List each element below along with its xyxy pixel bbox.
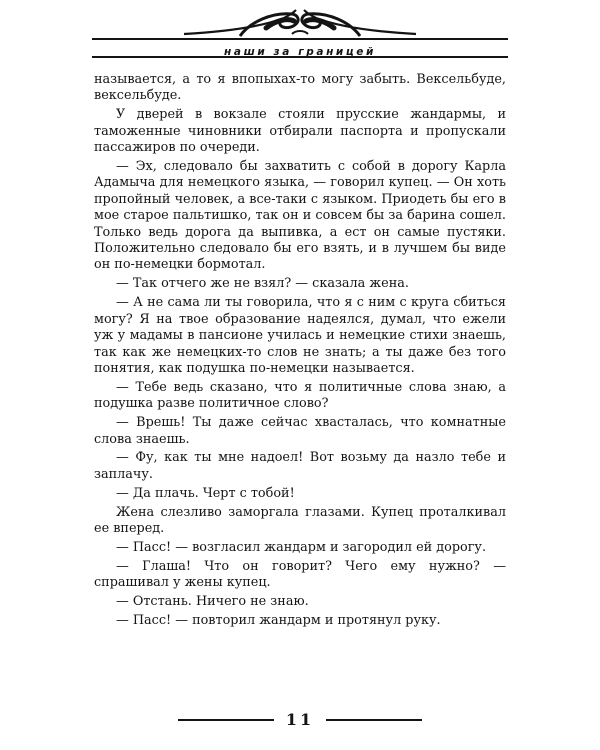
paragraph: — Отстань. Ничего не знаю. [116,594,309,610]
paragraph: — Пасс! — повторил жандарм и протянул руку. [116,613,441,629]
body-text [94,72,506,632]
paragraph: — Глаша! Что он говорит? Чего ему нужно? — спрашивал у жены купец. [94,558,506,591]
running-header [92,38,508,58]
paragraph: — Врешь! Ты даже сейчас хвасталась, что комнатные слова знаешь. [94,415,506,447]
paragraph: называется, а то я впопыхах-то могу забыть. Вексельбуде, вексельбуде. [94,72,506,104]
paragraph: — Тебе ведь сказано, что я политичные слова знаю, а подушка разве политичное слово? [94,379,506,412]
paragraph: — Да плачь. Черт с тобой! [116,485,295,501]
paragraph: — Пасс! — возгласил жандарм и загородил ей дорогу. [116,539,487,555]
scroll-ornament-icon [180,4,420,40]
paragraph: — Эх, следовало бы захватить с собой в дорогу Карла Адамыча для немецкого языка, — говорил купец. — Он хоть пропойный человек, а все-таки с языком. Приодеть бы его в мое старое пальтишко, так он и совсем бы за барина сошел. Только ведь дорога да выпивка, а ест он самые пустяки. Положительно следовало бы его взять, и в лучшем бы виде он по-немецки бормотал. [94,159,506,273]
paragraph: У дверей в вокзале стояли прусские жандармы, и таможенные чиновники отбирали паспорта и пропускали пассажиров по очереди. [94,107,506,156]
paragraph: Жена слезливо заморгала глазами. Купец проталкивал ее вперед. [94,504,506,537]
page-footer [170,712,430,730]
page-number: 11 [285,710,315,729]
running-header-title: наши за границей [224,46,376,58]
paragraph: — Фу, как ты мне надоел! Вот возьму да назло тебе и заплачу. [94,450,506,482]
paragraph: — Так отчего же не взял? — сказала жена. [116,276,409,292]
footer-rule-right [326,719,422,721]
paragraph: — А не сама ли ты говорила, что я с ним с круга сбиться могу? Я на твое образование надеялся, думал, что ежели уж у мадамы в пансионе училась и немецкие стихи знаешь, так как же немецких-то слов не знать; а ты даже без того понятия, как подушка по-немецки называется. [94,295,506,376]
